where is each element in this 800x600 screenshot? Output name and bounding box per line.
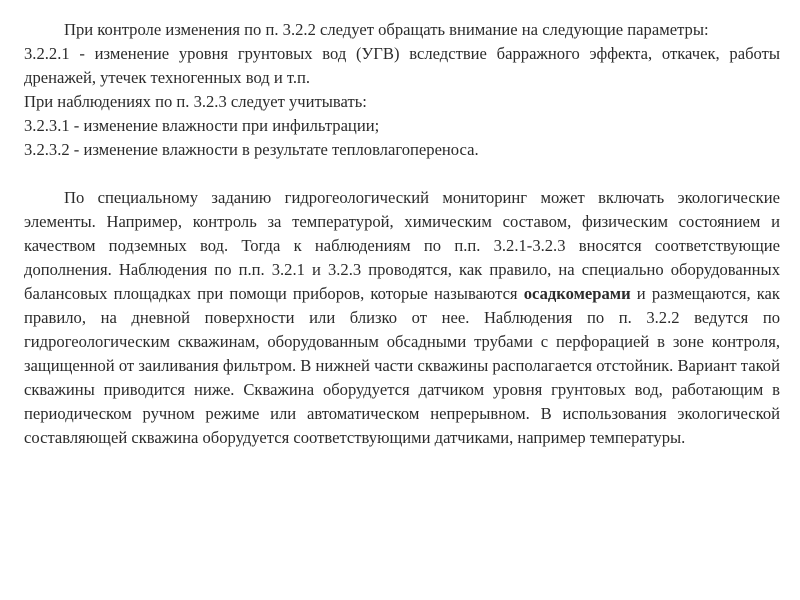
list-item-3-2-3-1: 3.2.3.1 - изменение влажности при инфильтрации;: [24, 116, 380, 135]
paragraph-monitoring: [24, 186, 780, 450]
paragraph-intro: При контроле изменения по п. 3.2.2 следует обращать внимание на следующие параметры:: [64, 20, 709, 39]
paragraph-intro-3-2-3: При наблюдениях по п. 3.2.3 следует учитывать:: [24, 92, 367, 111]
list-item-3-2-3-2: 3.2.3.2 - изменение влажности в результате тепловлагопереноса.: [24, 140, 479, 159]
bold-term-osadkomery: осадкомерами: [523, 284, 631, 303]
monitoring-text-part-2: и размещаются, как правило, на дневной поверхности или близко от нее. Наблюдения по п. 3.2.2 ведутся по гидрогеологическим скважинам, оборудованным обсадными трубами с перфорацией в зоне контроля, защищенной от заиливания фильтром. В нижней части скважины располагается отстойник. Вариант такой скважины приводится ниже. Скважина оборудуется датчиком уровня грунтовых вод, работающим в периодическом ручном режиме или автоматическом непрерывном. В использования экологической составляющей скважина оборудуется соответствующими датчиками, например температуры.: [24, 284, 780, 447]
document-page: [24, 18, 780, 450]
list-item-3-2-2-1: 3.2.2.1 - изменение уровня грунтовых вод (УГВ) вследствие барражного эффекта, откачек, работы дренажей, утечек техногенных вод и т.п.: [24, 44, 780, 87]
paragraph-spacer: [24, 162, 780, 186]
monitoring-text-part-1: По специальному заданию гидрогеологический мониторинг может включать экологические элементы. Например, контроль за температурой, химическим составом, физическим состоянием и качеством подземных вод. Тогда к наблюдениям по п.п. 3.2.1-3.2.3 вносятся соответствующие дополнения. Наблюдения по п.п. 3.2.1 и 3.2.3 проводятся, как правило, на специально оборудованных балансовых площадках при помощи приборов, которые называются: [24, 188, 780, 303]
